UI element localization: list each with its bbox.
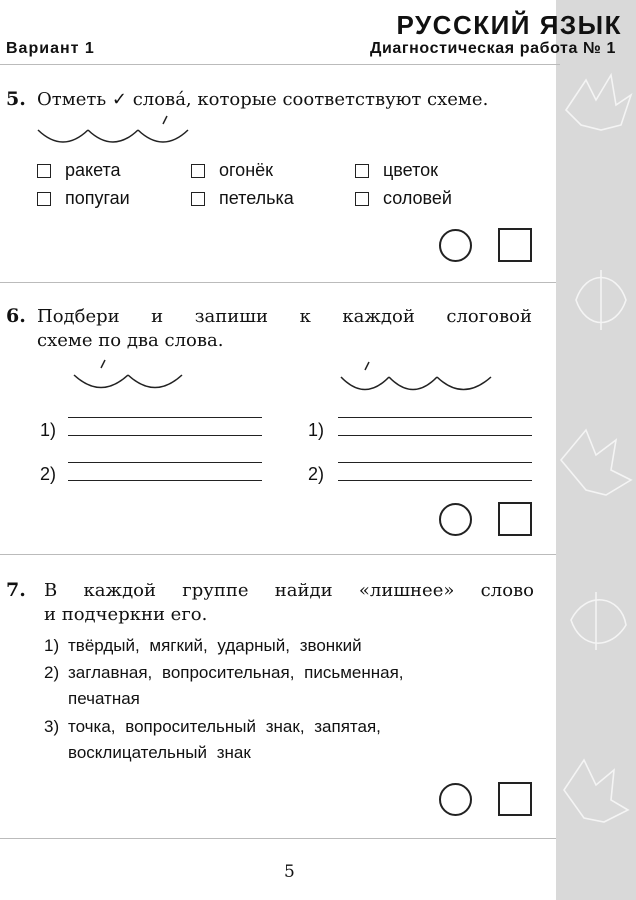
option-popugai[interactable]	[37, 188, 130, 209]
option-tsvetok[interactable]	[355, 160, 438, 181]
checkbox[interactable]	[355, 192, 369, 206]
answer-label-2-right: 2)	[308, 464, 325, 484]
q7-text-line2: и подчеркни его.	[44, 604, 208, 625]
option-raketa[interactable]	[37, 160, 121, 181]
answer-line[interactable]	[338, 480, 532, 481]
score-circle-q7[interactable]	[439, 783, 472, 816]
answer-label-1-right: 1)	[308, 420, 325, 440]
work-title: Диагностическая работа № 1	[369, 40, 616, 57]
option-label: петелька	[219, 188, 294, 208]
section-divider	[0, 838, 556, 839]
q7-item-3-text-line1[interactable]: точка, вопросительный знак, запятая,	[68, 717, 381, 736]
answer-line[interactable]	[338, 417, 532, 418]
option-label: соловей	[383, 188, 452, 208]
q7-item-1-text[interactable]: твёрдый, мягкий, ударный, звонкий	[68, 636, 362, 655]
score-square-q6[interactable]	[498, 502, 532, 536]
answer-line[interactable]	[68, 462, 262, 463]
checkbox[interactable]	[191, 164, 205, 178]
checkbox[interactable]	[37, 192, 51, 206]
score-circle-q5[interactable]	[439, 229, 472, 262]
option-label: цветок	[383, 160, 439, 180]
syllable-scheme-q5	[30, 112, 200, 152]
checkbox[interactable]	[355, 164, 369, 178]
option-label: попугаи	[65, 188, 130, 208]
answer-line[interactable]	[68, 417, 262, 418]
q7-number: 7.	[6, 579, 26, 601]
syllable-scheme-q6-right	[336, 362, 501, 402]
answer-line[interactable]	[68, 480, 262, 481]
q5-text-before: Отметь	[37, 89, 107, 110]
q6-number: 6.	[6, 305, 26, 327]
q7-item-1-number: 1)	[44, 636, 60, 655]
score-square-q7[interactable]	[498, 782, 532, 816]
q7-item-3-number: 3)	[44, 717, 60, 736]
checkmark-icon: ✓	[111, 89, 127, 110]
q6-text-line1: Подбери и запиши к каждой слоговой	[37, 306, 532, 327]
decorative-side-strip	[556, 0, 636, 900]
score-circle-q6[interactable]	[439, 503, 472, 536]
variant-label: Вариант 1	[6, 40, 95, 57]
answer-line[interactable]	[338, 462, 532, 463]
header-divider	[0, 64, 560, 65]
option-label: огонёк	[219, 160, 274, 180]
section-divider	[0, 554, 556, 555]
q7-item-2-text-line1[interactable]: заглавная, вопросительная, письменная,	[68, 663, 404, 682]
score-square-q5[interactable]	[498, 228, 532, 262]
q5-text	[37, 88, 537, 112]
option-petelka[interactable]	[191, 188, 294, 209]
subject-title: РУССКИЙ ЯЗЫК	[396, 10, 622, 40]
syllable-scheme-q6-left	[68, 360, 188, 400]
option-solovey[interactable]	[355, 188, 452, 209]
q7-item-2-text-line2[interactable]: печатная	[68, 689, 140, 708]
q5-text-after: слова́, которые соответствуют схеме.	[132, 89, 489, 110]
leaf-pattern-decoration	[556, 0, 636, 900]
q7-item-3-text-line2[interactable]: восклицательный знак	[68, 743, 251, 762]
checkbox[interactable]	[191, 192, 205, 206]
answer-line[interactable]	[338, 435, 532, 436]
q5-number: 5.	[6, 88, 26, 110]
answer-line[interactable]	[68, 435, 262, 436]
checkbox[interactable]	[37, 164, 51, 178]
q7-item-2-number: 2)	[44, 663, 60, 682]
answer-label-1-left: 1)	[40, 420, 57, 440]
page-number: 5	[284, 862, 295, 882]
option-ogonek[interactable]	[191, 160, 273, 181]
option-label: ракета	[65, 160, 121, 180]
section-divider	[0, 282, 556, 283]
q6-text-line2: схеме по два слова.	[37, 330, 224, 351]
q7-text-line1: В каждой группе найди «лишнее» слово	[44, 580, 534, 601]
answer-label-2-left: 2)	[40, 464, 57, 484]
